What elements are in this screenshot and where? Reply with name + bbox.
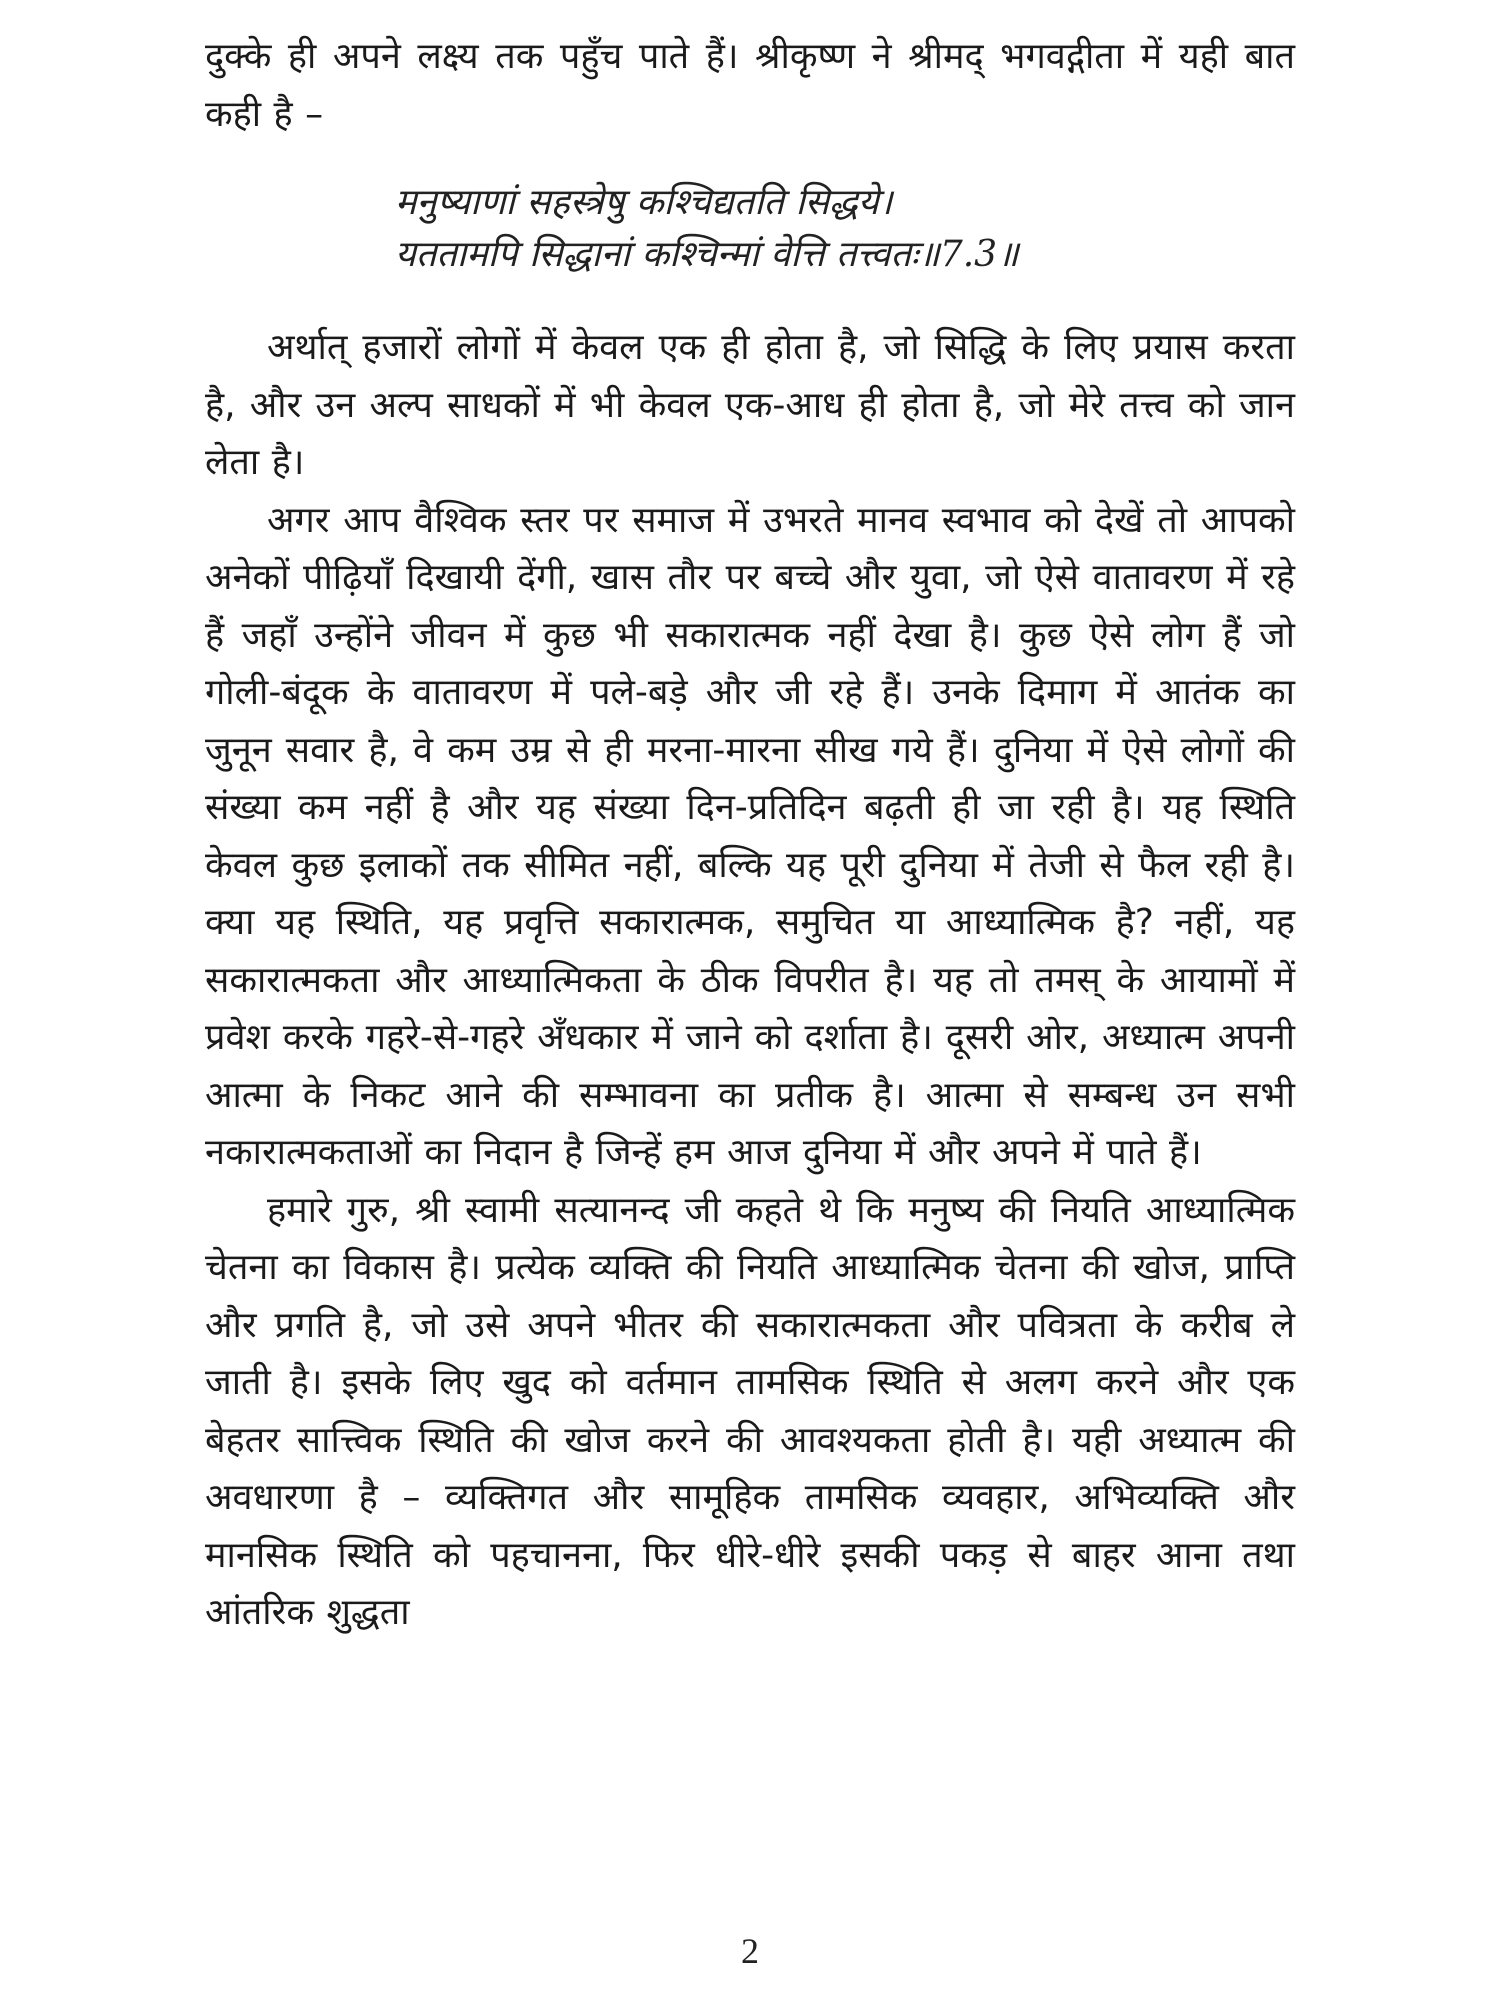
verse-line-2-wrapper <box>395 229 1295 281</box>
body-paragraph-2: अगर आप वैश्विक स्तर पर समाज में उभरते मानव स्वभाव को देखें तो आपको अनेकों पीढ़ियाँ दिखायी देंगी, खास तौर पर बच्चे और युवा, जो ऐसे वातावरण में रहे हैं जहाँ उन्होंने जीवन में कुछ भी सकारात्मक नहीं देखा है। कुछ ऐसे लोग हैं जो गोली-बंदूक के वातावरण में पले-बड़े और जी रहे हैं। उनके दिमाग में आतंक का जुनून सवार है, वे कम उम्र से ही मरना-मारना सीख गये हैं। दुनिया में ऐसे लोगों की संख्या कम नहीं है और यह संख्या दिन-प्रतिदिन बढ़ती ही जा रही है। यह स्थिति केवल कुछ इलाकों तक सीमित नहीं, बल्कि यह पूरी दुनिया में तेजी से फैल रही है। क्या यह स्थिति, यह प्रवृत्ति सकारात्मक, समुचित या आध्यात्मिक है? नहीं, यह सकारात्मकता और आध्यात्मिकता के ठीक विपरीत है। यह तो तमस् के आयामों में प्रवेश करके गहरे-से-गहरे अँधकार में जाने को दर्शाता है। दूसरी ओर, अध्यात्म अपनी आत्मा के निकट आने की सम्भावना का प्रतीक है। आत्मा से सम्बन्ध उन सभी नकारात्मकताओं का निदान है जिन्हें हम आज दुनिया में और अपने में पाते हैं। <box>205 499 1295 1173</box>
page-body <box>205 28 1295 1642</box>
verse-reference: ॥7.3॥ <box>918 234 1019 275</box>
page-number: 2 <box>741 1931 759 1971</box>
verse-line-2: यततामपि सिद्धानां कश्चिन्मां वेत्ति तत्त्वतः <box>395 234 919 275</box>
gita-verse <box>205 177 1295 281</box>
verse-line-1: मनुष्याणां सहस्त्रेषु कश्चिद्यतति सिद्धये। <box>395 182 893 223</box>
body-paragraph-1: अर्थात् हजारों लोगों में केवल एक ही होता है, जो सिद्धि के लिए प्रयास करता है, और उन अल्प साधकों में भी केवल एक-आध ही होता है, जो मेरे तत्त्व को जान लेता है। <box>205 327 1295 483</box>
opening-paragraph: दुक्के ही अपने लक्ष्य तक पहुँच पाते हैं। श्रीकृष्ण ने श्रीमद् भगवद्गीता में यही बात कही है – <box>205 36 1295 135</box>
body-paragraph-3: हमारे गुरु, श्री स्वामी सत्यानन्द जी कहते थे कि मनुष्य की नियति आध्यात्मिक चेतना का विकास है। प्रत्येक व्यक्ति की नियति आध्यात्मिक चेतना की खोज, प्राप्ति और प्रगति है, जो उसे अपने भीतर की सकारात्मकता और पवित्रता के करीब ले जाती है। इसके लिए खुद को वर्तमान तामसिक स्थिति से अलग करने और एक बेहतर सात्त्विक स्थिति की खोज करने की आवश्यकता होती है। यही अध्यात्म की अवधारणा है – व्यक्तिगत और सामूहिक तामसिक व्यवहार, अभिव्यक्ति और मानसिक स्थिति को पहचानना, फिर धीरे-धीरे इसकी पकड़ से बाहर आना तथा आंतरिक शुद्धता <box>205 1189 1295 1633</box>
